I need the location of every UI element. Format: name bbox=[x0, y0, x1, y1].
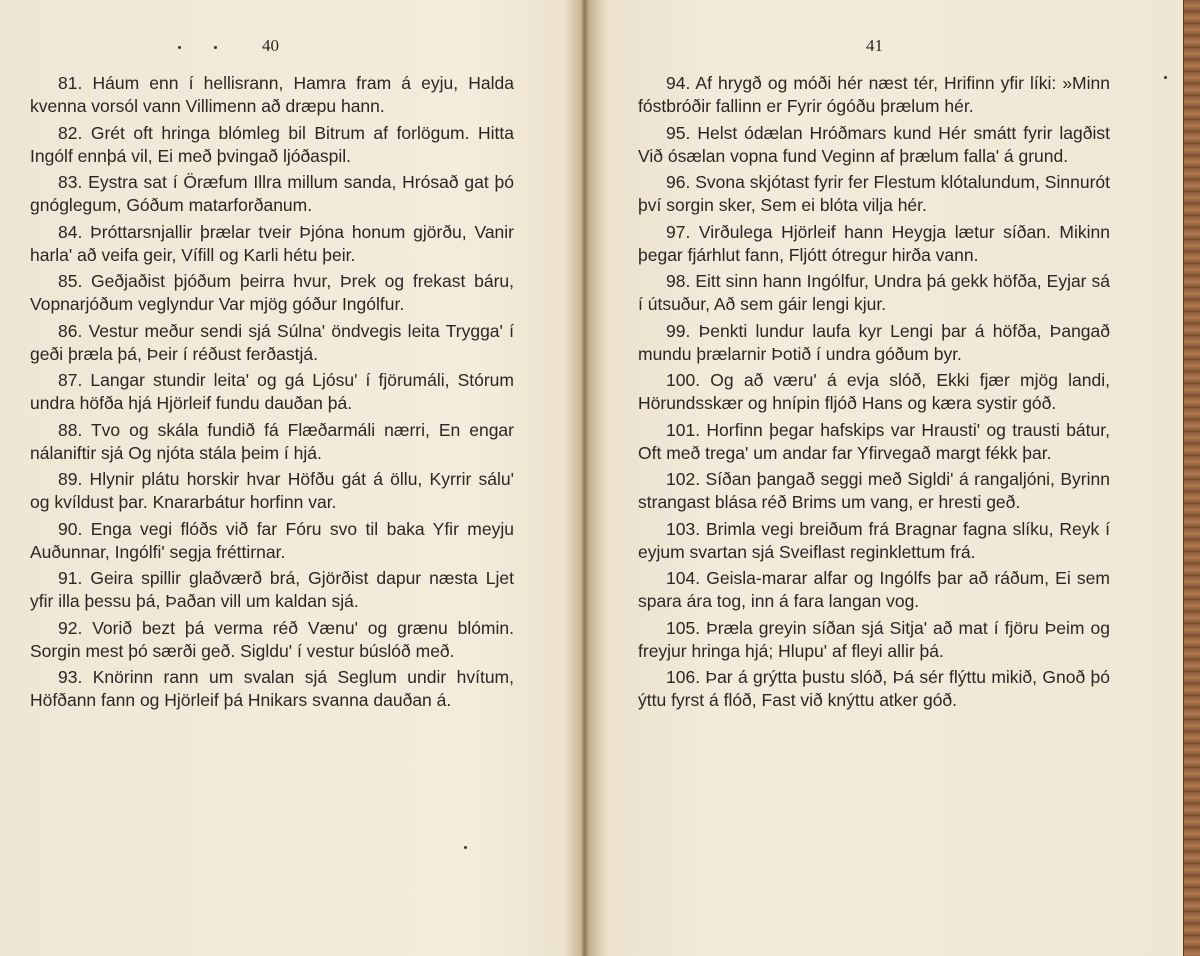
stanza-89: 89. Hlynir plátu horskir hvar Höfðu gát á öllu, Kyrrir sálu' og kvíldust þar. Knararbátur horfinn var. bbox=[30, 469, 514, 512]
stanza-96: 96. Svona skjótast fyrir fer Flestum klótalundum, Sinnurót því sorgin sker, Sem ei blóta vilja hér. bbox=[638, 172, 1110, 215]
stanza-87: 87. Langar stundir leita' og gá Ljósu' í fjörumáli, Stórum undra höfða hjá Hjörleif fundu dauðan þá. bbox=[30, 370, 514, 413]
stanza-97: 97. Virðulega Hjörleif hann Heygja lætur síðan. Mikinn þegar fjárhlut fann, Fljótt ótregur hirða vann. bbox=[638, 221, 1110, 265]
stanza-85: 85. Geðjaðist þjóðum þeirra hvur, Þrek og frekast báru, Vopnarjóðum veglyndur Var mjög góður Ingólfur. bbox=[30, 271, 514, 314]
stanza-103: 103. Brimla vegi breiðum frá Bragnar fagna slíku, Reyk í eyjum svartan sjá Sveiflast reginklettum frá. bbox=[638, 518, 1110, 562]
stanza-list bbox=[638, 72, 1110, 716]
stanza-91: 91. Geira spillir glaðværð brá, Gjörðist dapur næsta Ljet yfir illa þessu þá, Þaðan vill um kaldan sjá. bbox=[30, 568, 514, 611]
stanza-104: 104. Geisla-marar alfar og Ingólfs þar að ráðum, Ei sem spara ára tog, inn á fara langan vog. bbox=[638, 568, 1110, 611]
stanza-list bbox=[30, 72, 514, 716]
stanza-83: 83. Eystra sat í Öræfum Illra millum sanda, Hrósað gat þó gnóglegum, Góðum matarforðanum. bbox=[30, 172, 514, 215]
stanza-93: 93. Knörinn rann um svalan sjá Seglum undir hvítum, Höfðann fann og Hjörleif þá Hnikars svanna dauðan á. bbox=[30, 667, 514, 710]
book-page-edges bbox=[1183, 0, 1200, 956]
stanza-90: 90. Enga vegi flóðs við far Fóru svo til baka Yfir meyju Auðunnar, Ingólfi' segja fréttirnar. bbox=[30, 518, 514, 562]
stanza-98: 98. Eitt sinn hann Ingólfur, Undra þá gekk höfða, Eyjar sá í útsuður, Að sem gáir lengi kjur. bbox=[638, 271, 1110, 314]
stanza-88: 88. Tvo og skála fundið fá Flæðarmáli nærri, En engar nálaniftir sjá Og njóta stála þeim í hjá. bbox=[30, 419, 514, 463]
stanza-105: 105. Þræla greyin síðan sjá Sitja' að mat í fjöru Þeim og freyjur hringa hjá; Hlupu' af fleyi allir þá. bbox=[638, 617, 1110, 661]
stanza-86: 86. Vestur meður sendi sjá Súlna' öndvegis leita Trygga' í geði þræla þá, Þeir í réðust ferðastjá. bbox=[30, 320, 514, 364]
left-page bbox=[0, 0, 580, 956]
stanza-94: 94. Af hrygð og móði hér næst tér, Hrifinn yfir líki: »Minn fóstbróðir fallinn er Fyrir ógóðu þrælum hér. bbox=[638, 73, 1110, 116]
stanza-100: 100. Og að væru' á evja slóð, Ekki fjær mjög landi, Hörundsskær og hnípin fljóð Hans og kæra systir góð. bbox=[638, 370, 1110, 413]
stanza-82: 82. Grét oft hringa blómleg bil Bitrum af forlögum. Hitta Ingólf ennþá vil, Ei með þvingað ljóðaspil. bbox=[30, 122, 514, 166]
stanza-92: 92. Vorið bezt þá verma réð Vænu' og grænu blómin. Sorgin mest þó særði geð. Sigldu' í vestur búslóð með. bbox=[30, 617, 514, 661]
stanza-106: 106. Þar á grýtta þustu slóð, Þá sér flýttu mikið, Gnoð þó ýttu fyrst á flóð, Fast við knýttu atker góð. bbox=[638, 667, 1110, 710]
stanza-102: 102. Síðan þangað seggi með Sigldi' á rangaljóni, Byrinn strangast blása réð Brims um vang, er hresti geð. bbox=[638, 469, 1110, 512]
stanza-84: 84. Þróttarsnjallir þrælar tveir Þjóna honum gjörðu, Vanir harla' að veifa geir, Vífill og Karli hétu þeir. bbox=[30, 221, 514, 265]
page-number: 41 bbox=[866, 36, 883, 55]
stanza-81: 81. Háum enn í hellisrann, Hamra fram á eyju, Halda kvenna vorsól vann Villimenn að dræpu hann. bbox=[30, 73, 514, 116]
page-number: 40 bbox=[262, 36, 279, 55]
stanza-101: 101. Horfinn þegar hafskips var Hrausti' og trausti bátur, Oft með trega' um andar far Yfirvegað margt fékk þar. bbox=[638, 419, 1110, 463]
stanza-95: 95. Helst ódælan Hróðmars kund Hér smátt fyrir lagðist Við ósælan vopna fund Veginn af þrælum falla' á grund. bbox=[638, 122, 1110, 166]
stanza-99: 99. Þenkti lundur laufa kyr Lengi þar á höfða, Þangað mundu þrælarnir Þotið í undra góðum byr. bbox=[638, 320, 1110, 364]
right-page bbox=[598, 0, 1184, 956]
